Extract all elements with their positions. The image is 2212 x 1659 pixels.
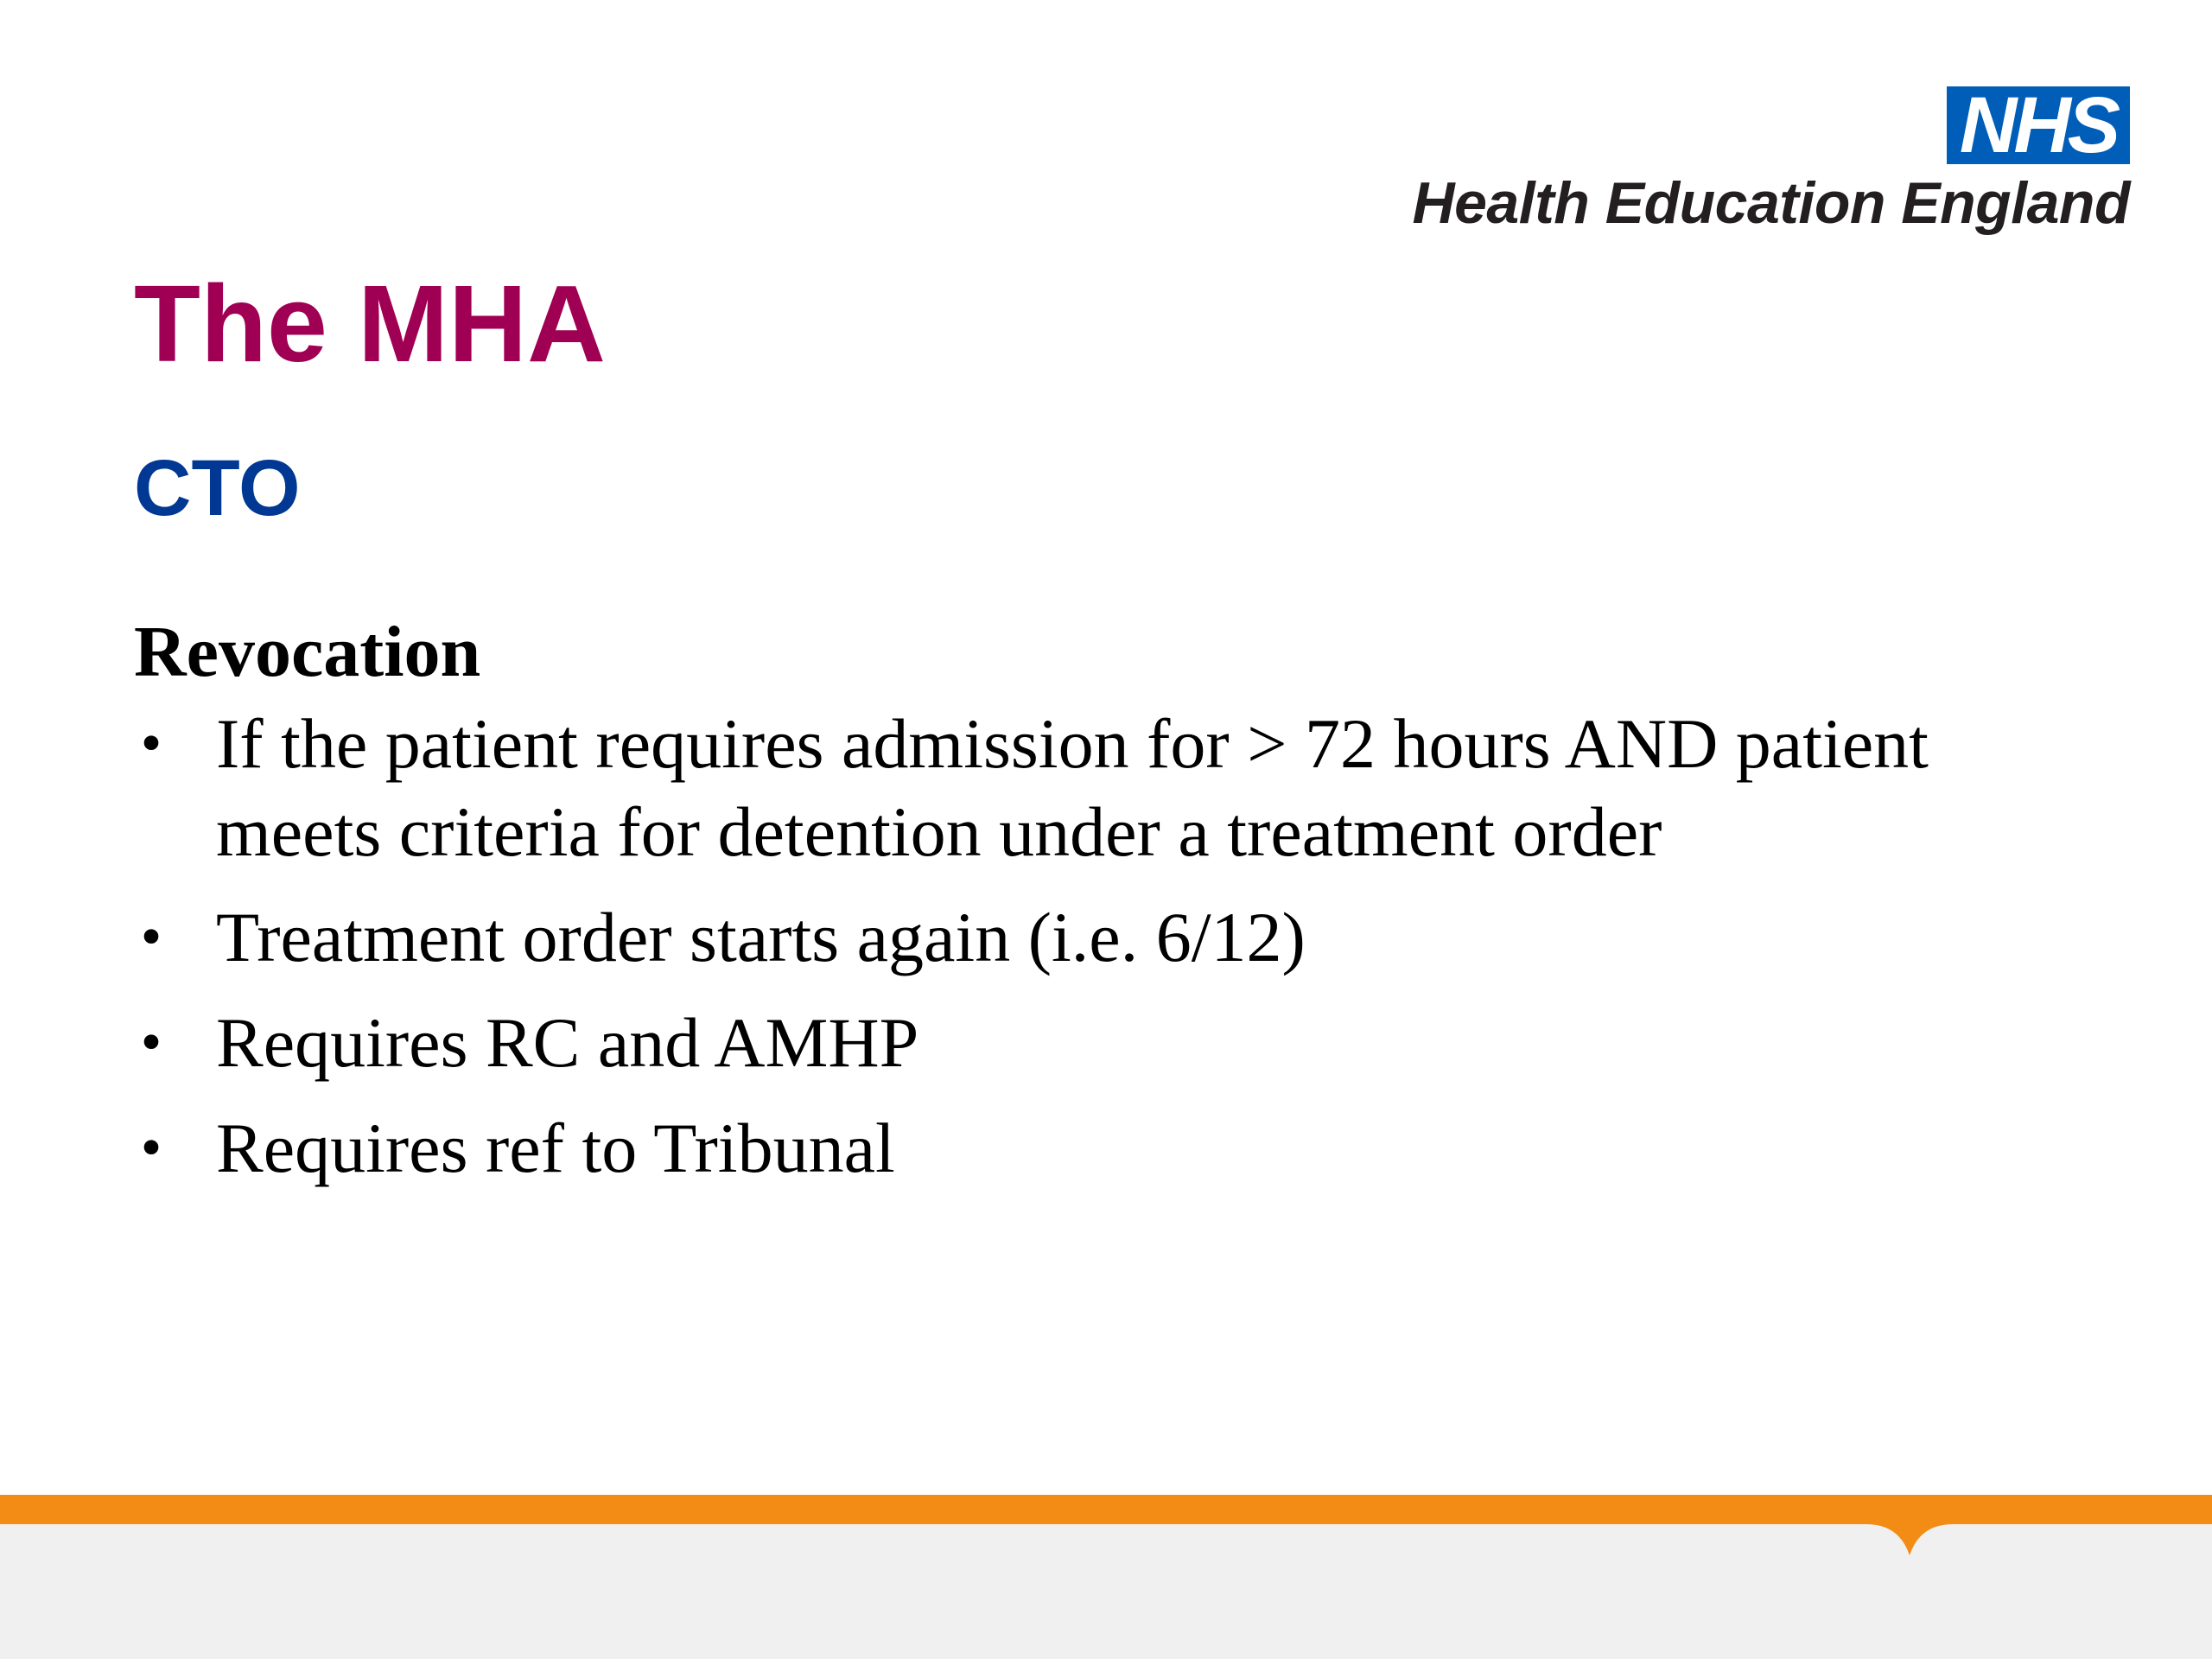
bullet-text: If the patient requires admission for > 72 hours AND patient meets criteria for detention under a treatment order [216, 704, 1929, 871]
bullet-text: Requires ref to Tribunal [216, 1109, 895, 1187]
logo-org-name: Health Education England [1412, 170, 2130, 236]
nhs-hee-logo [1352, 81, 2130, 236]
bullet-item [134, 700, 2035, 876]
bullet-item [134, 999, 2035, 1087]
bullet-icon: • [140, 1009, 162, 1076]
bullet-text: Requires RC and AMHP [216, 1003, 919, 1082]
slide-subtitle: CTO [134, 444, 301, 532]
bullet-text: Treatment order starts again (i.e. 6/12) [216, 898, 1306, 976]
bullet-icon: • [140, 904, 162, 970]
bullet-icon: • [140, 710, 162, 777]
slide-content [134, 605, 2035, 1210]
footer-notch-icon [1866, 1516, 1953, 1560]
section-heading: Revocation [134, 612, 481, 692]
bullet-icon: • [140, 1115, 162, 1181]
slide-title: The MHA [134, 263, 606, 385]
nhs-logo-badge: NHS [1947, 86, 2130, 164]
bullet-list [134, 700, 2035, 1192]
bullet-item [134, 893, 2035, 982]
bullet-item [134, 1104, 2035, 1192]
